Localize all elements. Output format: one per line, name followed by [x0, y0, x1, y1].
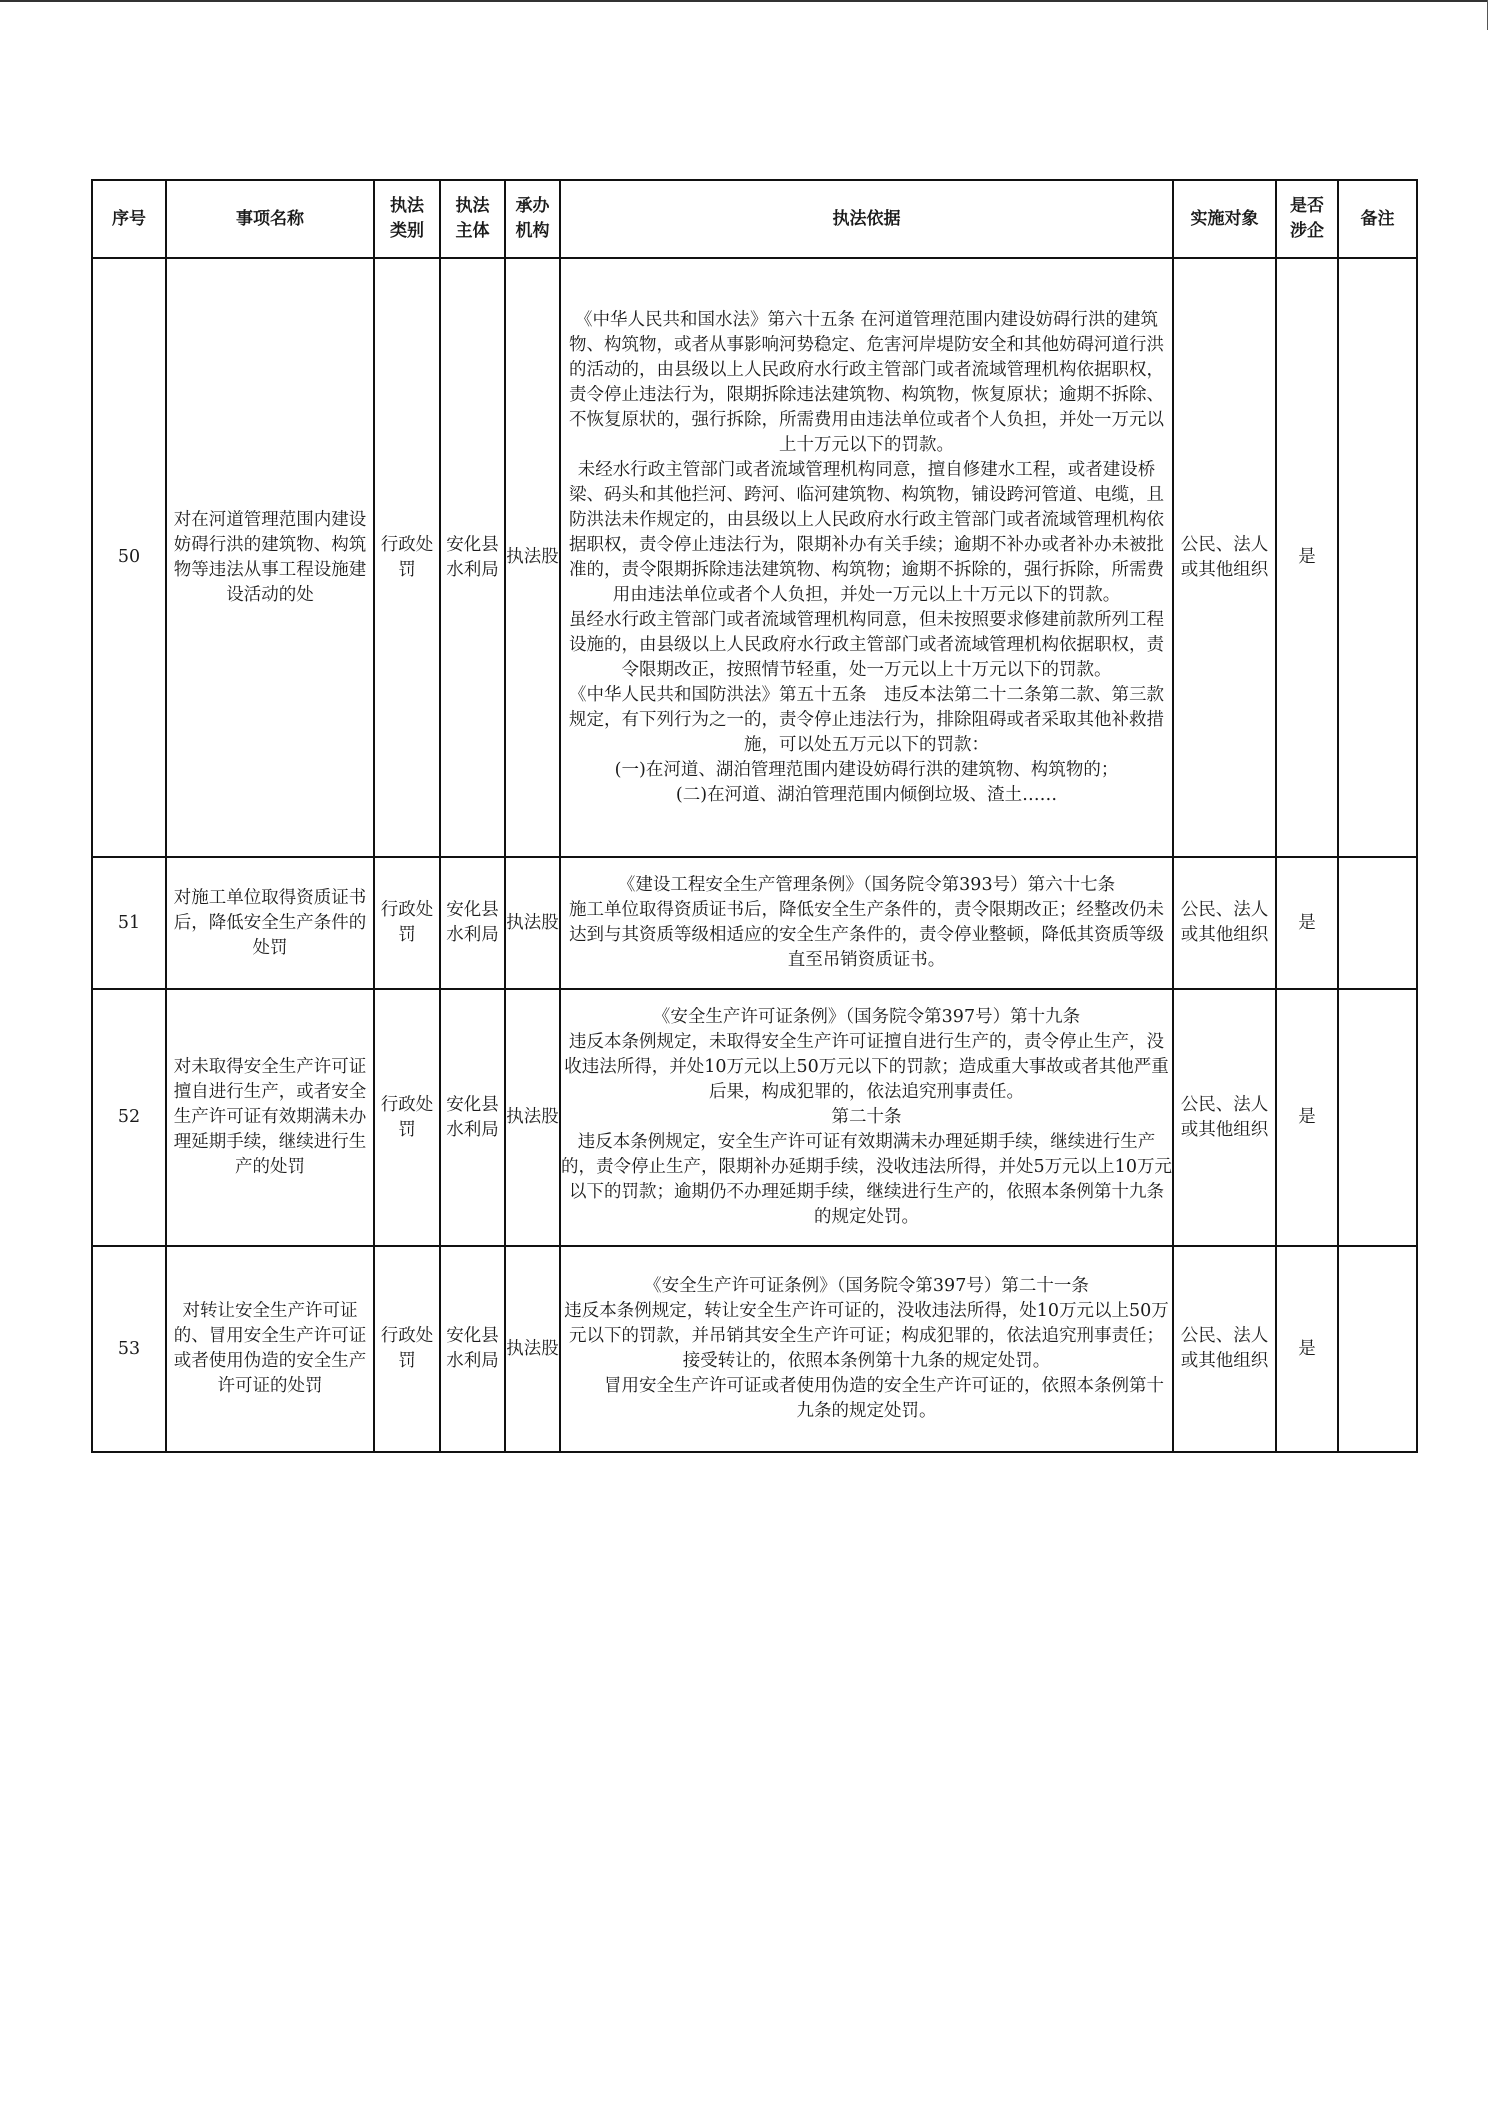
basis-paragraph: 《安全生产许可证条例》（国务院令第397号）第十九条	[652, 1007, 1081, 1027]
cell-type: 行政处罚	[374, 1246, 440, 1452]
header-target: 实施对象	[1173, 180, 1276, 258]
cell-subject: 安化县水利局	[440, 989, 505, 1246]
basis-paragraph: 冒用安全生产许可证或者使用伪造的安全生产许可证的，依照本条例第十九条的规定处罚。	[604, 1376, 1164, 1421]
cell-target: 公民、法人或其他组织	[1173, 857, 1276, 989]
cell-office: 执法股	[505, 857, 560, 989]
basis-paragraph: 违反本条例规定，安全生产许可证有效期满未办理延期手续，继续进行生产的，责令停止生产，限期补办延期手续，没收违法所得，并处5万元以上10万元以下的罚款；逾期仍不办理延期手续，继续进行生产的，依照本条例第十九条的规定处罚。	[561, 1132, 1172, 1227]
cell-subject: 安化县水利局	[440, 1246, 505, 1452]
cell-no: 52	[92, 989, 166, 1246]
cell-target: 公民、法人或其他组织	[1173, 989, 1276, 1246]
basis-paragraph: 《安全生产许可证条例》（国务院令第397号）第二十一条	[644, 1276, 1089, 1296]
cell-item-name: 对施工单位取得资质证书后，降低安全生产条件的处罚	[166, 857, 374, 989]
table-row	[92, 989, 1417, 1246]
cell-basis	[560, 857, 1173, 989]
cell-remark	[1338, 258, 1417, 857]
cell-office: 执法股	[505, 1246, 560, 1452]
basis-paragraph: 违反本条例规定，未取得安全生产许可证擅自进行生产的，责令停止生产，没收违法所得，并处10万元以上50万元以下的罚款；造成重大事故或者其他严重后果，构成犯罪的，依法追究刑事责任。	[564, 1032, 1169, 1102]
cell-remark	[1338, 1246, 1417, 1452]
cell-subject: 安化县水利局	[440, 258, 505, 857]
page-top-border	[0, 0, 1488, 2]
table-row	[92, 258, 1417, 857]
cell-type: 行政处罚	[374, 989, 440, 1246]
basis-paragraph: 《建设工程安全生产管理条例》（国务院令第393号）第六十七条	[617, 875, 1116, 895]
basis-paragraph: 违反本条例规定，转让安全生产许可证的，没收违法所得，处10万元以上50万元以下的罚款，并吊销其安全生产许可证；构成犯罪的，依法追究刑事责任；接受转让的，依照本条例第十九条的规定处罚。	[564, 1301, 1169, 1371]
basis-paragraph: 《中华人民共和国水法》第六十五条 在河道管理范围内建设妨碍行洪的建筑物、构筑物，或者从事影响河势稳定、危害河岸堤防安全和其他妨碍河道行洪的活动的，由县级以上人民政府水行政主管部门或者流域管理机构依据职权，责令停止违法行为，限期拆除违法建筑物、构筑物，恢复原状；逾期不拆除、不恢复原状的，强行拆除，所需费用由违法单位或者个人负担，并处一万元以上十万元以下的罚款。	[569, 309, 1164, 455]
cell-remark	[1338, 857, 1417, 989]
cell-basis	[560, 258, 1173, 857]
cell-no: 50	[92, 258, 166, 857]
header-involves-enterprise: 是否 涉企	[1276, 180, 1338, 258]
cell-subject: 安化县水利局	[440, 857, 505, 989]
cell-office: 执法股	[505, 989, 560, 1246]
cell-type: 行政处罚	[374, 258, 440, 857]
cell-item-name: 对在河道管理范围内建设妨碍行洪的建筑物、构筑物等违法从事工程设施建设活动的处	[166, 258, 374, 857]
cell-basis	[560, 1246, 1173, 1452]
header-no: 序号	[92, 180, 166, 258]
basis-paragraph: (二)在河道、湖泊管理范围内倾倒垃圾、渣土……	[675, 784, 1058, 805]
basis-paragraph: 施工单位取得资质证书后，降低安全生产条件的，责令限期改正；经整改仍未达到与其资质等级相适应的安全生产条件的，责令停业整顿，降低其资质等级直至吊销资质证书。	[569, 900, 1164, 970]
header-office: 承办 机构	[505, 180, 560, 258]
cell-no: 51	[92, 857, 166, 989]
table-row	[92, 1246, 1417, 1452]
table-header-row	[92, 180, 1417, 258]
basis-paragraph: 虽经水行政主管部门或者流域管理机构同意，但未按照要求修建前款所列工程设施的，由县级以上人民政府水行政主管部门或者流域管理机构依据职权，责令限期改正，按照情节轻重，处一万元以上十万元以下的罚款。	[569, 609, 1164, 680]
enforcement-items-table	[91, 179, 1418, 1453]
cell-office: 执法股	[505, 258, 560, 857]
header-basis: 执法依据	[560, 180, 1173, 258]
cell-remark	[1338, 989, 1417, 1246]
basis-paragraph: 《中华人民共和国防洪法》第五十五条 违反本法第二十二条第二款、第三款规定，有下列行为之一的，责令停止违法行为，排除阻碍或者采取其他补救措施，可以处五万元以下的罚款：	[569, 684, 1164, 755]
header-type: 执法 类别	[374, 180, 440, 258]
cell-involves-enterprise: 是	[1276, 989, 1338, 1246]
cell-involves-enterprise: 是	[1276, 1246, 1338, 1452]
basis-paragraph: 第二十条	[831, 1107, 902, 1127]
cell-involves-enterprise: 是	[1276, 857, 1338, 989]
cell-item-name: 对未取得安全生产许可证擅自进行生产，或者安全生产许可证有效期满未办理延期手续，继续进行生产的处罚	[166, 989, 374, 1246]
cell-involves-enterprise: 是	[1276, 258, 1338, 857]
cell-type: 行政处罚	[374, 857, 440, 989]
basis-paragraph: (一)在河道、湖泊管理范围内建设妨碍行洪的建筑物、构筑物的；	[614, 759, 1119, 780]
cell-target: 公民、法人或其他组织	[1173, 258, 1276, 857]
cell-item-name: 对转让安全生产许可证的、冒用安全生产许可证或者使用伪造的安全生产许可证的处罚	[166, 1246, 374, 1452]
cell-no: 53	[92, 1246, 166, 1452]
header-name: 事项名称	[166, 180, 374, 258]
table-row	[92, 857, 1417, 989]
cell-target: 公民、法人或其他组织	[1173, 1246, 1276, 1452]
cell-basis	[560, 989, 1173, 1246]
header-subject: 执法 主体	[440, 180, 505, 258]
header-remark: 备注	[1338, 180, 1417, 258]
basis-paragraph: 未经水行政主管部门或者流域管理机构同意，擅自修建水工程，或者建设桥梁、码头和其他拦河、跨河、临河建筑物、构筑物，铺设跨河管道、电缆，且防洪法未作规定的，由县级以上人民政府水行政主管部门或者流域管理机构依据职权，责令停止违法行为，限期补办有关手续；逾期不补办或者补办未被批准的，责令限期拆除违法建筑物、构筑物；逾期不拆除的，强行拆除，所需费用由违法单位或者个人负担，并处一万元以上十万元以下的罚款。	[569, 459, 1164, 605]
